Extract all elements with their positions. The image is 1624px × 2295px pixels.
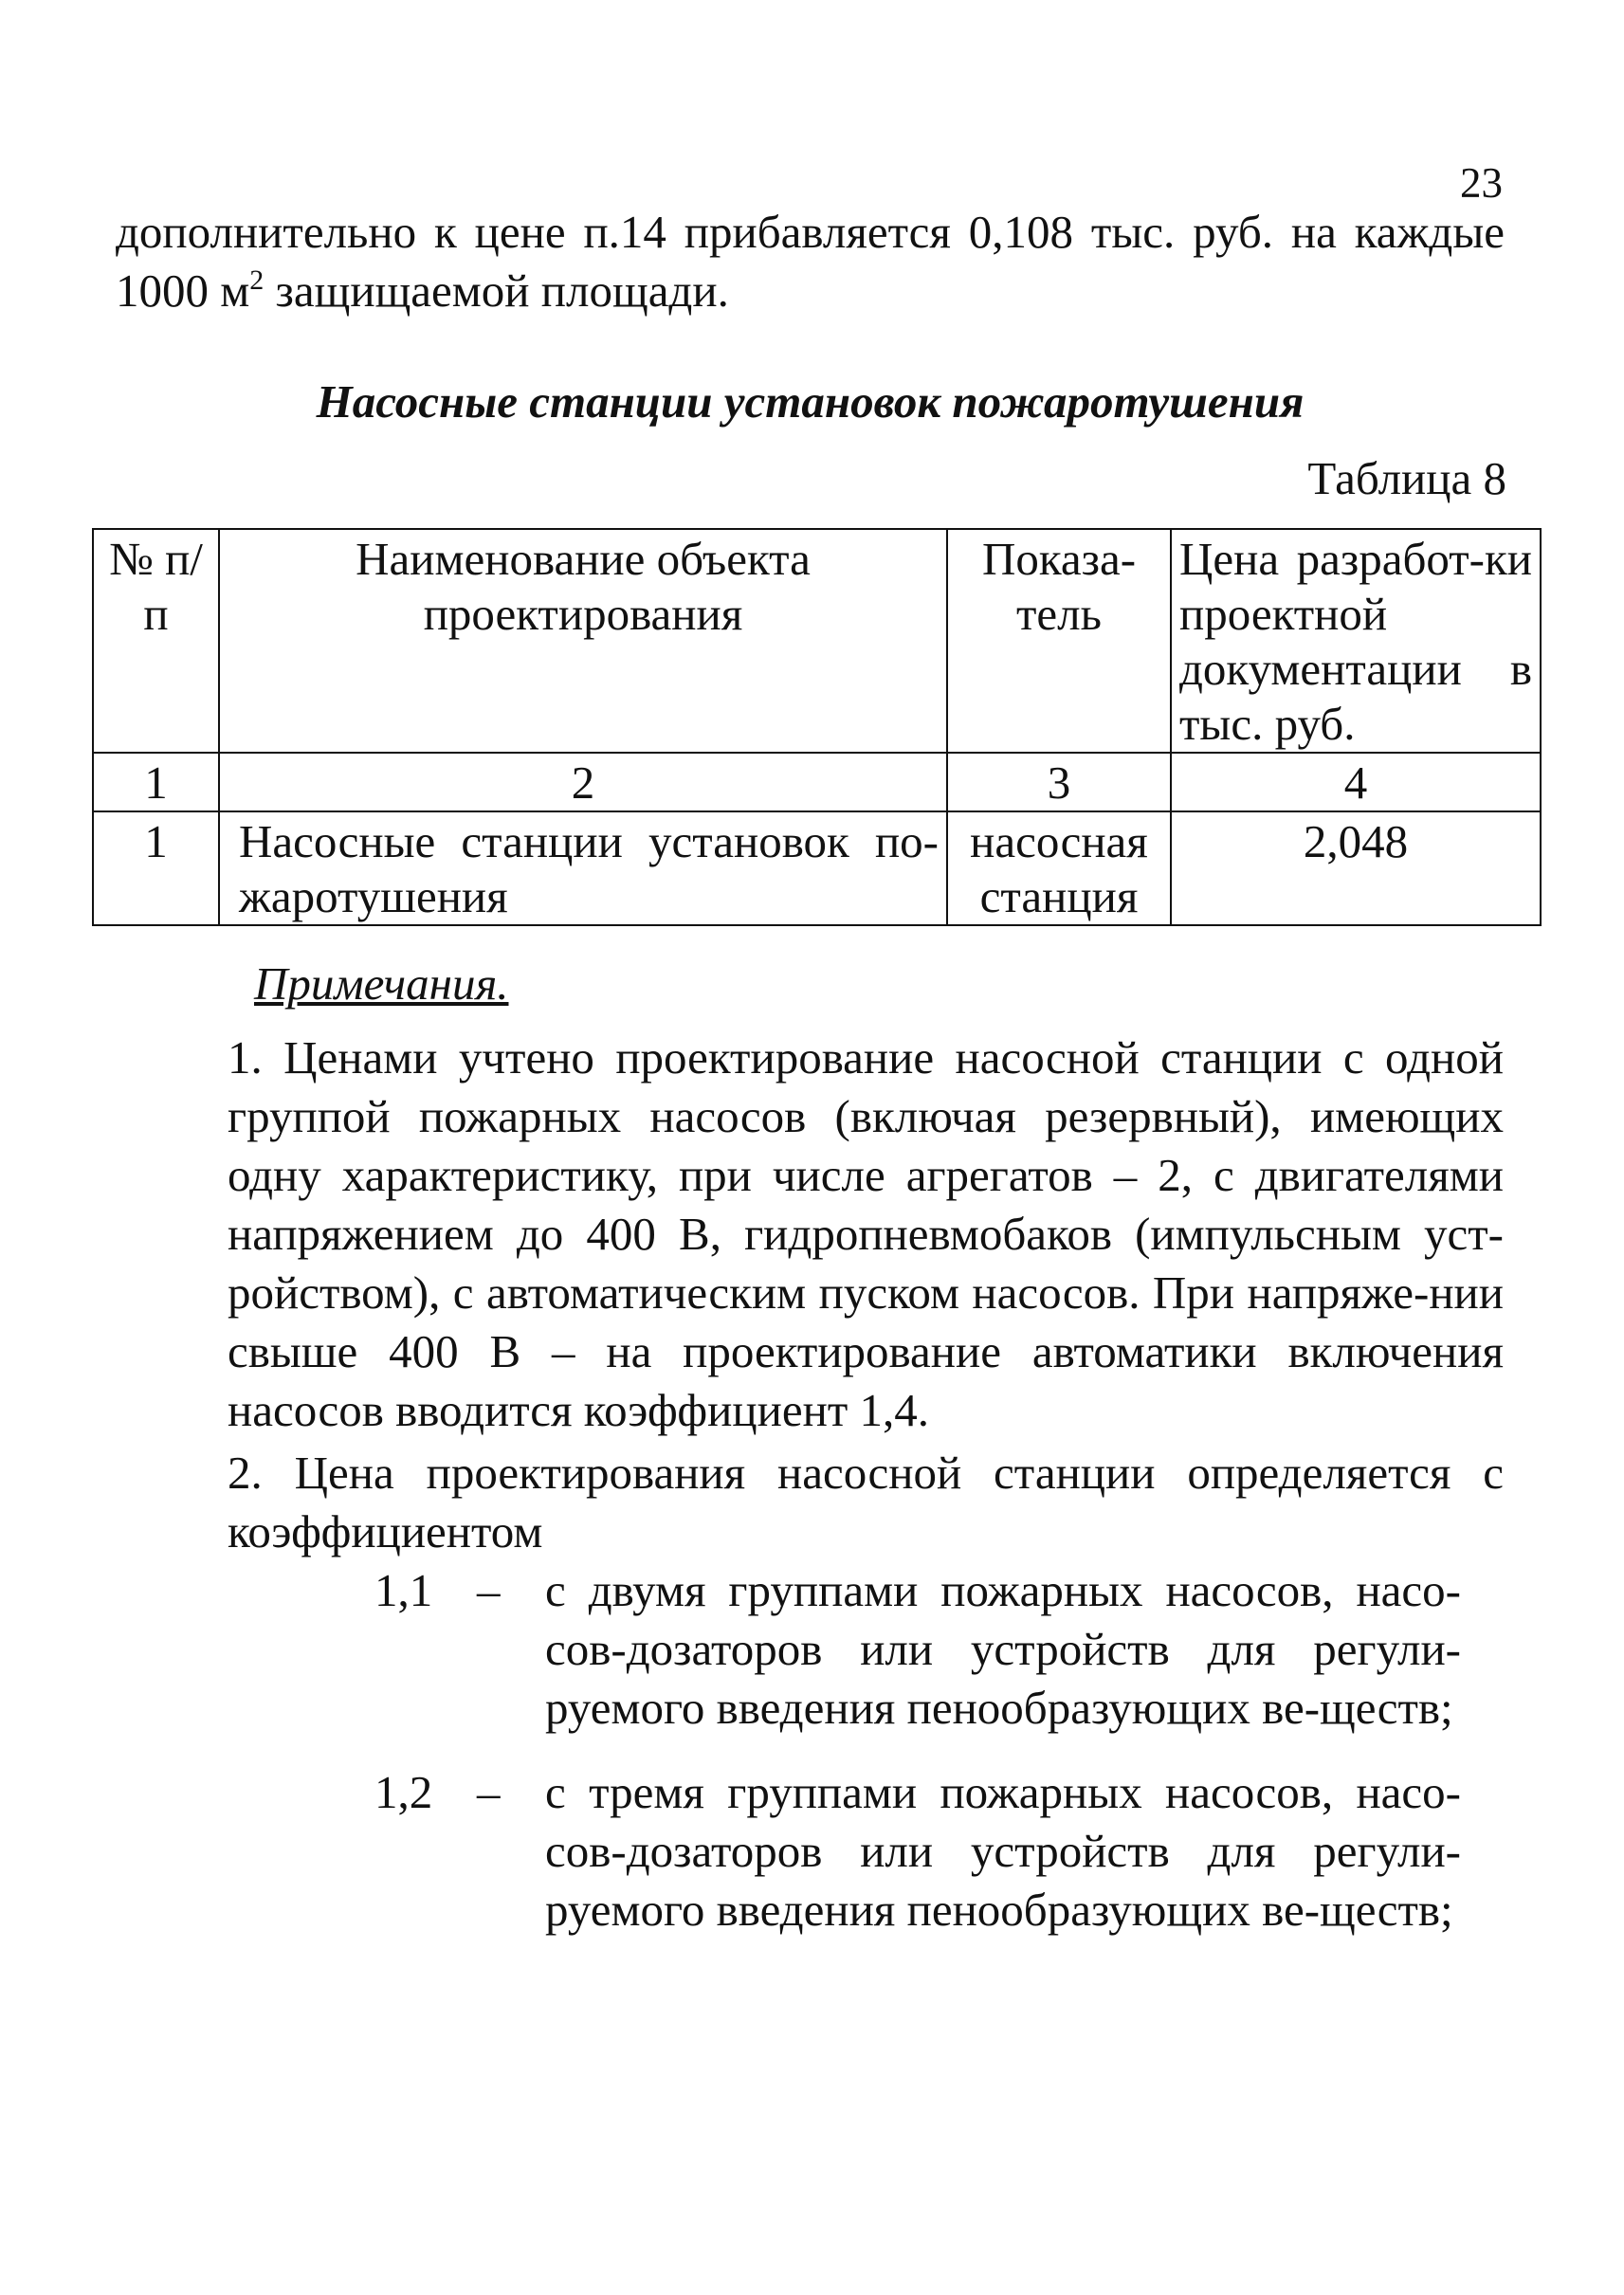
- column-number-4: 4: [1171, 753, 1541, 811]
- header-price: Цена разработ-ки проектной документации в тыс. руб.: [1171, 529, 1541, 753]
- coefficient-description: с двумя группами пожарных насосов, насо-сов-дозаторов или устройств для регули-руемого введения пенообразующих ве-ществ;: [545, 1564, 1461, 1734]
- coefficient-description: с тремя группами пожарных насосов, насо-сов-дозаторов или устройств для регули-руемого введения пенообразующих ве-ществ;: [545, 1766, 1461, 1936]
- column-number-1: 1: [93, 753, 219, 811]
- coefficient-item: [374, 1561, 1461, 1738]
- row-number: 1: [93, 811, 219, 925]
- row-price: 2,048: [1171, 811, 1541, 925]
- coefficient-item: [374, 1763, 1461, 1940]
- header-indicator: Показа-тель: [947, 529, 1171, 753]
- coefficient-dash: –: [477, 1766, 501, 1818]
- area-unit-superscript: 2: [249, 264, 265, 296]
- coefficient-dash: –: [477, 1564, 501, 1616]
- note-1: 1. Ценами учтено проектирование насосной станции с одной группой пожарных насосов (включая резервный), имеющих одну характеристику, при числе агрегатов – 2, с двигателями напряжением до 400 В, гидропневмобаков (импульсным уст-ройством), с автоматическим пуском насосов. При напряже-нии свыше 400 В – на проектирование автоматики включения насосов вводится коэффициент 1,4.: [228, 1031, 1504, 1436]
- table-row: [93, 811, 1541, 925]
- column-number-3: 3: [947, 753, 1171, 811]
- notes-heading: Примечания.: [254, 957, 509, 1010]
- header-number: № п/п: [93, 529, 219, 753]
- row-object-name: Насосные станции установок по-жаротушения: [219, 811, 947, 925]
- table-header-row: [93, 529, 1541, 753]
- price-table: [92, 528, 1542, 926]
- coefficient-value: 1,2: [374, 1766, 433, 1818]
- header-object-name: Наименование объекта проектирования: [219, 529, 947, 753]
- column-number-2: 2: [219, 753, 947, 811]
- row-indicator: насосная станция: [947, 811, 1171, 925]
- table-column-numbers-row: [93, 753, 1541, 811]
- intro-paragraph: [116, 203, 1505, 320]
- section-title: Насосные станции установок пожаротушения: [316, 375, 1305, 428]
- intro-text: дополнительно к цене п.14 прибавляется 0,108 тыс. руб. на каждые 1000 м: [116, 206, 1505, 317]
- note-2: 2. Цена проектирования насосной станции определяется с коэффициентом: [228, 1447, 1504, 1557]
- page-number: 23: [1460, 159, 1503, 207]
- intro-text-end: защищаемой площади.: [264, 264, 729, 317]
- coefficient-value: 1,1: [374, 1564, 433, 1616]
- table-caption: Таблица 8: [1307, 452, 1506, 504]
